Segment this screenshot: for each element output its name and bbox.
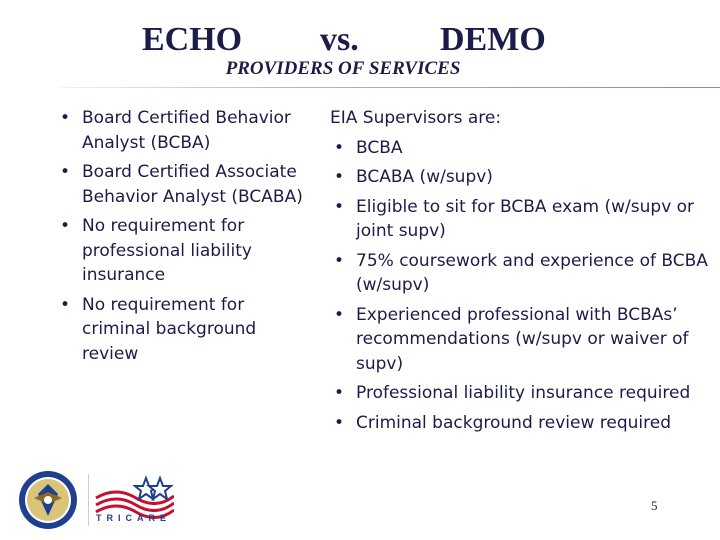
echo-bullet: • No requirement for professional liability insurance bbox=[56, 214, 314, 288]
title-echo: ECHO bbox=[142, 21, 243, 58]
echo-bullet: • Board Certified Behavior Analyst (BCBA) bbox=[56, 106, 314, 155]
echo-bullet: • Board Certified Associate Behavior Analyst (BCABA) bbox=[56, 160, 314, 209]
demo-bullet: • 75% coursework and experience of BCBA (w/supv) bbox=[330, 249, 708, 298]
demo-column-heading: EIA Supervisors are: bbox=[330, 108, 502, 128]
title-vs: vs. bbox=[320, 21, 359, 58]
demo-bullet: • Eligible to sit for BCBA exam (w/supv or joint supv) bbox=[330, 195, 708, 244]
department-seal-icon bbox=[18, 470, 78, 530]
demo-bullet: • Professional liability insurance required bbox=[330, 381, 708, 406]
demo-bullet-list bbox=[330, 136, 708, 436]
echo-bullet-list bbox=[56, 106, 314, 366]
slide-subtitle: PROVIDERS OF SERVICES bbox=[225, 58, 461, 79]
demo-bullet: • Criminal background review required bbox=[330, 411, 708, 436]
title-divider bbox=[60, 87, 720, 88]
echo-bullet: • No requirement for criminal background review bbox=[56, 293, 314, 367]
echo-column bbox=[56, 106, 314, 371]
tricare-wordmark: TRICARE bbox=[96, 513, 171, 523]
demo-bullet: • BCBA bbox=[330, 136, 708, 161]
demo-bullet: • BCABA (w/supv) bbox=[330, 165, 708, 190]
demo-bullet: • Experienced professional with BCBAs’ recommendations (w/supv or waiver of supv) bbox=[330, 303, 708, 377]
footer-divider bbox=[88, 474, 89, 526]
page-number: 5 bbox=[651, 498, 658, 513]
title-demo: DEMO bbox=[440, 21, 546, 58]
demo-column bbox=[330, 106, 708, 440]
